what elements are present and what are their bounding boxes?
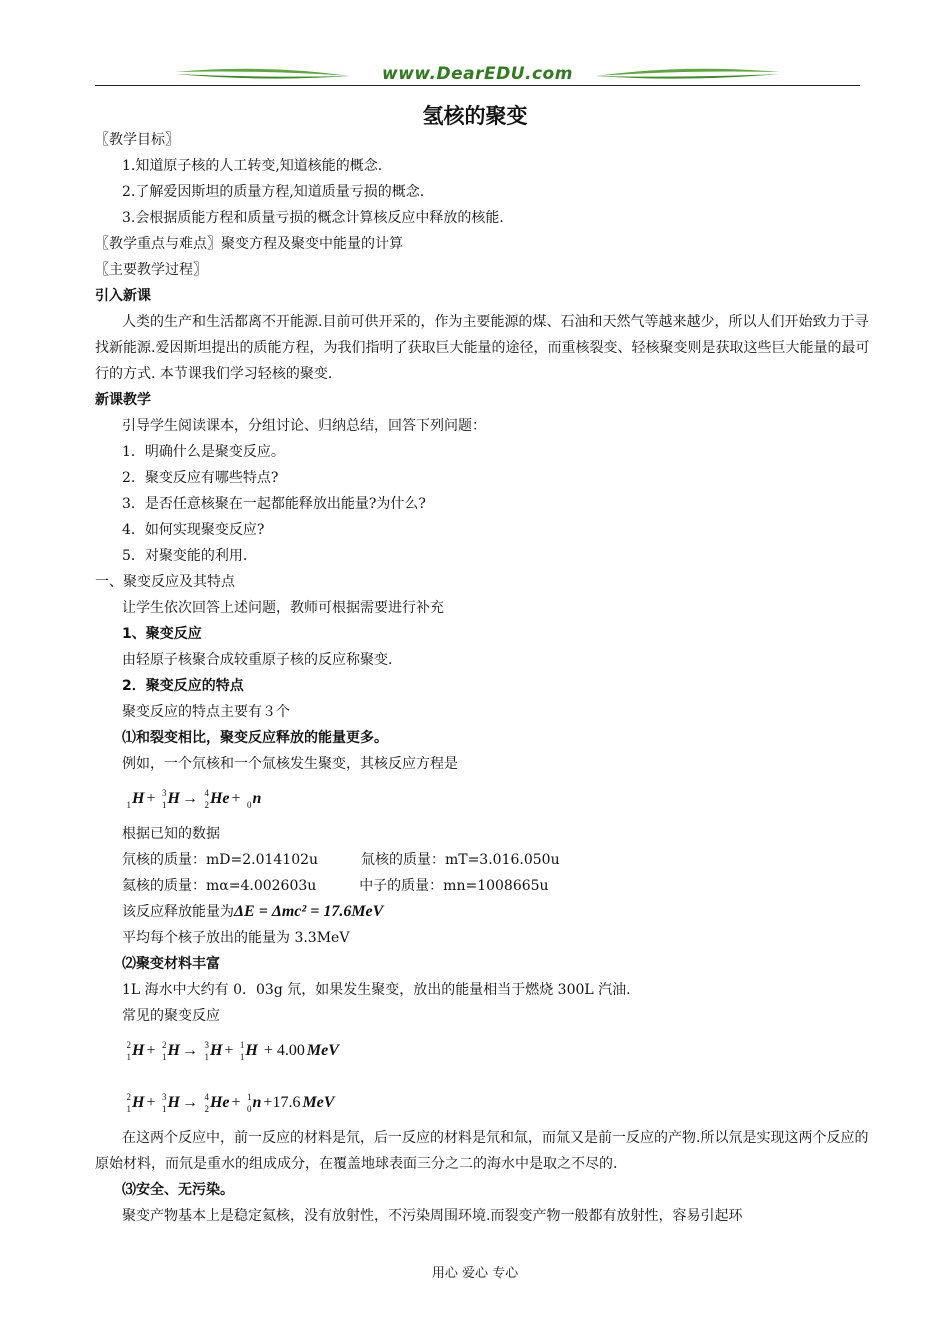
mass-deuterium: 氘核的质量：mD=2.014102u xyxy=(122,852,319,868)
question-item: 2．聚变反应有哪些特点? xyxy=(122,470,279,486)
new-lesson-heading: 新课教学 xyxy=(95,392,151,408)
guide-text: 引导学生阅读课本，分组讨论、归纳总结，回答下列问题： xyxy=(122,418,486,434)
fusion-equation: 2 1 H + 3 1 H → 4 2 He + 1 0 n +17.6 MeV xyxy=(126,1092,335,1115)
fusion-equation: 1 H + 3 1 H → 4 2 He + 0 n xyxy=(126,788,262,811)
intro-paragraph: 人类的生产和生活都离不开能源.目前可供开采的，作为主要能源的煤、石油和天然气等越来越少，所以人们开始致力于寻找新能源.爱因斯坦提出的质能方程，为我们指明了获取巨大能量的途径，而重核裂变、轻核聚变则是获取这些巨大能量的最可行的方式. 本节课我们学习轻核的聚变. xyxy=(95,314,870,382)
question-item: 5．对聚变能的利用. xyxy=(122,548,248,564)
section-heading: 一、聚变反应及其特点 xyxy=(95,574,235,590)
feature-heading: ⑶安全、无污染。 xyxy=(122,1182,234,1198)
section-text: 让学生依次回答上述问题，教师可根据需要进行补充 xyxy=(122,600,444,616)
question-item: 3．是否任意核聚在一起都能释放出能量?为什么? xyxy=(122,496,426,512)
intro-heading: 引入新课 xyxy=(95,288,151,304)
subsection-heading: 1、聚变反应 xyxy=(122,626,202,642)
subsection-text: 由轻原子核聚合成较重原子核的反应称聚变. xyxy=(122,652,393,668)
mass-row xyxy=(95,873,870,899)
mass-helium: 氦核的质量：mα=4.002603u xyxy=(122,878,317,894)
feature-heading: ⑴和裂变相比，聚变反应释放的能量更多。 xyxy=(122,730,388,746)
page-title: 氢核的聚变 xyxy=(422,104,528,128)
document-body xyxy=(95,127,870,1229)
feature-heading: ⑵聚变材料丰富 xyxy=(122,956,220,972)
subsection-text: 聚变反应的特点主要有３个 xyxy=(122,704,290,720)
key-points: 〖教学重点与难点〗聚变方程及聚变中能量的计算 xyxy=(95,236,403,252)
mass-row xyxy=(95,847,870,873)
goal-heading: 〖教学目标〗 xyxy=(95,132,179,148)
known-data: 根据已知的数据 xyxy=(122,826,220,842)
common-reactions: 常见的聚变反应 xyxy=(122,1008,220,1024)
site-header xyxy=(95,60,860,90)
energy-equation: ΔE = Δmc² = 17.6MeV xyxy=(234,903,384,920)
goal-item: 3.会根据质能方程和质量亏损的概念计算核反应中释放的核能. xyxy=(122,210,504,226)
subsection-heading: 2．聚变反应的特点 xyxy=(122,678,244,694)
energy-prefix: 该反应释放能量为 xyxy=(122,904,234,920)
goal-item: 1.知道原子核的人工转变,知道核能的概念. xyxy=(122,158,383,174)
question-item: 4．如何实现聚变反应? xyxy=(122,522,265,538)
goal-item: 2.了解爱因斯坦的质量方程,知道质量亏损的概念. xyxy=(122,184,425,200)
page-footer: 用心 爱心 专心 xyxy=(431,1266,519,1281)
header-rule xyxy=(95,85,860,86)
fusion-equation: 2 1 H + 2 1 H → 3 1 H + 1 1 H + 4.00 MeV xyxy=(126,1040,339,1063)
mass-neutron: 中子的质量：mn=1008665u xyxy=(359,878,549,894)
site-logo[interactable]: www.DearEDU.com xyxy=(382,64,573,84)
average-energy: 平均每个核子放出的能量为 3.3MeV xyxy=(122,930,350,946)
example-text: 例如，一个氘核和一个氚核发生聚变，其核反应方程是 xyxy=(122,756,458,772)
feature-text: 聚变产物基本上是稳定氦核，没有放射性，不污染周围环境.而裂变产物一般都有放射性，容易引起环 xyxy=(122,1208,743,1224)
reaction-paragraph: 在这两个反应中，前一反应的材料是氘，后一反应的材料是氘和氚，而氚又是前一反应的产物.所以氘是实现这两个反应的原始材料，而氘是重水的组成成分，在覆盖地球表面三分之二的海水中是取之不尽的. xyxy=(95,1130,869,1172)
mass-tritium: 氚核的质量：mT=3.016.050u xyxy=(360,852,560,868)
energy-line xyxy=(95,899,870,925)
process-heading: 〖主要教学过程〗 xyxy=(95,262,207,278)
question-item: 1．明确什么是聚变反应。 xyxy=(122,444,285,460)
feature-text: 1L 海水中大约有 0．03g 氘，如果发生聚变，放出的能量相当于燃烧 300L 汽油. xyxy=(122,982,631,998)
